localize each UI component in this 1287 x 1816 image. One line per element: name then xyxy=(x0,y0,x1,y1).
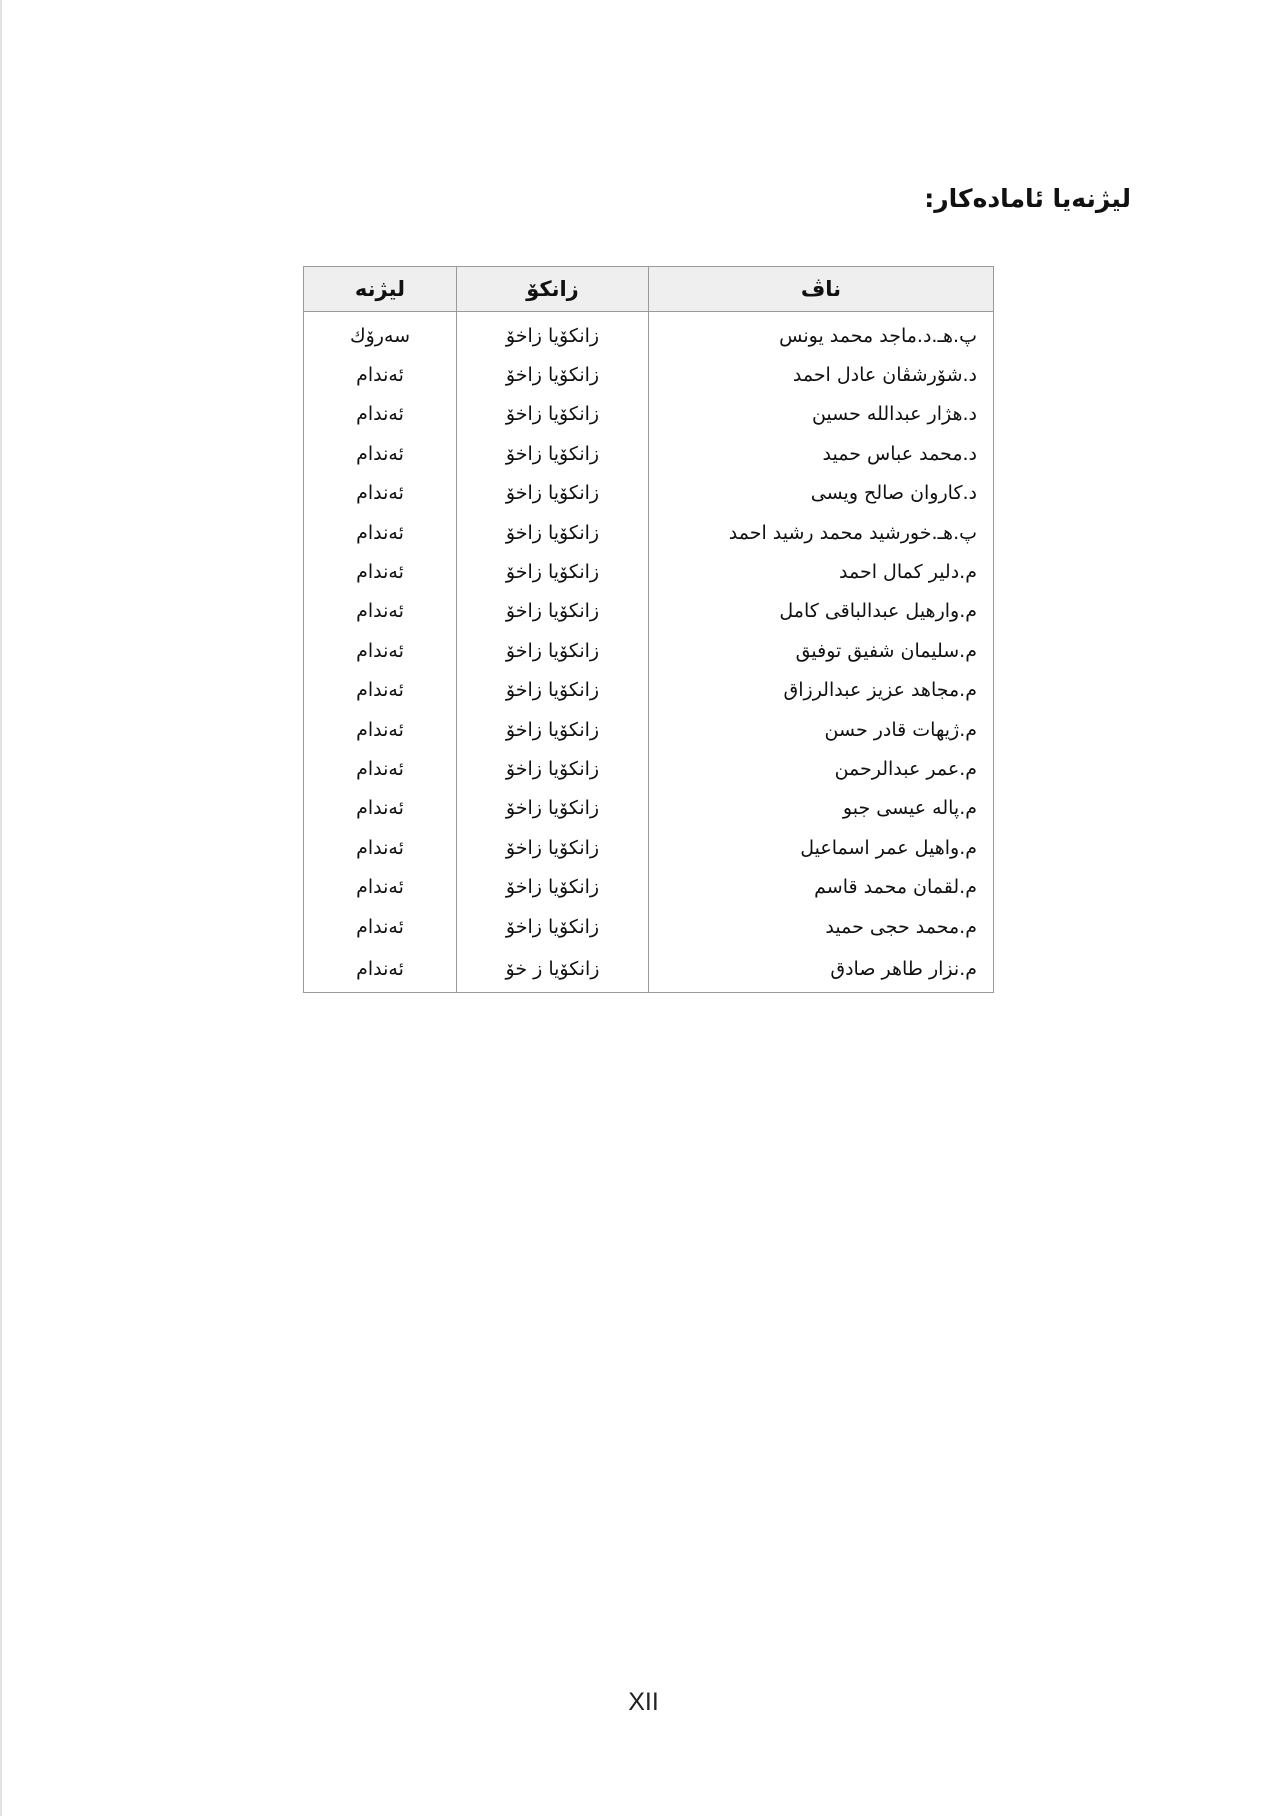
member-university: زانكۆيا زاخۆ xyxy=(457,867,649,906)
member-name: م.عمر عبدالرحمن xyxy=(649,749,994,788)
member-university: زانكۆيا زاخۆ xyxy=(457,671,649,710)
member-role: ئەندام xyxy=(304,749,457,788)
member-name: د.محمد عباس حميد xyxy=(649,434,994,473)
table-row xyxy=(304,907,994,946)
committee-table xyxy=(303,266,994,993)
member-university: زانكۆيا ز خۆ xyxy=(457,946,649,993)
member-role: سەرۆك xyxy=(304,312,457,356)
member-name: م.واهيل عمر اسماعيل xyxy=(649,828,994,867)
table-row xyxy=(304,828,994,867)
member-university: زانكۆيا زاخۆ xyxy=(457,552,649,591)
page-number: XII xyxy=(628,1688,659,1716)
member-university: زانكۆيا زاخۆ xyxy=(457,474,649,513)
table-row xyxy=(304,474,994,513)
table-row xyxy=(304,434,994,473)
member-role: ئەندام xyxy=(304,395,457,434)
member-role: ئەندام xyxy=(304,552,457,591)
member-name: م.نزار طاهر صادق xyxy=(649,946,994,993)
table-row xyxy=(304,513,994,552)
member-university: زانكۆيا زاخۆ xyxy=(457,592,649,631)
member-university: زانكۆيا زاخۆ xyxy=(457,434,649,473)
page-edge-line xyxy=(0,0,2,1816)
member-name: م.لقمان محمد قاسم xyxy=(649,867,994,906)
header-role: ليژنە xyxy=(304,267,457,312)
member-university: زانكۆيا زاخۆ xyxy=(457,710,649,749)
table-row xyxy=(304,710,994,749)
table-row xyxy=(304,631,994,670)
table-row xyxy=(304,312,994,356)
member-role: ئەندام xyxy=(304,907,457,946)
member-university: زانكۆيا زاخۆ xyxy=(457,312,649,356)
member-role: ئەندام xyxy=(304,631,457,670)
table-row xyxy=(304,395,994,434)
member-university: زانكۆيا زاخۆ xyxy=(457,749,649,788)
member-role: ئەندام xyxy=(304,710,457,749)
member-name: م.وارهيل عبدالباقى كامل xyxy=(649,592,994,631)
table-row xyxy=(304,946,994,993)
member-university: زانكۆيا زاخۆ xyxy=(457,828,649,867)
member-role: ئەندام xyxy=(304,867,457,906)
member-university: زانكۆيا زاخۆ xyxy=(457,631,649,670)
member-name: م.پالە عيسى جبو xyxy=(649,789,994,828)
section-heading: ليژنەيا ئامادەكار: xyxy=(924,184,1131,213)
member-role: ئەندام xyxy=(304,671,457,710)
table-row xyxy=(304,867,994,906)
header-university: زانكۆ xyxy=(457,267,649,312)
table-body xyxy=(304,312,994,993)
table-row xyxy=(304,671,994,710)
member-name: م.محمد حجى حميد xyxy=(649,907,994,946)
member-role: ئەندام xyxy=(304,355,457,394)
member-name: پ.هـ.د.ماجد محمد يونس xyxy=(649,312,994,356)
member-name: د.هژار عبدالله حسين xyxy=(649,395,994,434)
member-university: زانكۆيا زاخۆ xyxy=(457,907,649,946)
table-row xyxy=(304,749,994,788)
member-name: د.كاروان صالح ويسى xyxy=(649,474,994,513)
member-name: م.سليمان شفيق توفيق xyxy=(649,631,994,670)
table-header-row xyxy=(304,267,994,312)
member-role: ئەندام xyxy=(304,434,457,473)
table-row xyxy=(304,552,994,591)
member-name: م.دلير كمال احمد xyxy=(649,552,994,591)
member-name: م.ژيهات قادر حسن xyxy=(649,710,994,749)
member-role: ئەندام xyxy=(304,828,457,867)
member-university: زانكۆيا زاخۆ xyxy=(457,355,649,394)
table-row xyxy=(304,789,994,828)
member-role: ئەندام xyxy=(304,513,457,552)
member-role: ئەندام xyxy=(304,789,457,828)
member-role: ئەندام xyxy=(304,474,457,513)
table-row xyxy=(304,355,994,394)
header-name: ناڤ xyxy=(649,267,994,312)
member-university: زانكۆيا زاخۆ xyxy=(457,789,649,828)
table-row xyxy=(304,592,994,631)
member-name: م.مجاهد عزيز عبدالرزاق xyxy=(649,671,994,710)
member-role: ئەندام xyxy=(304,592,457,631)
member-university: زانكۆيا زاخۆ xyxy=(457,395,649,434)
member-university: زانكۆيا زاخۆ xyxy=(457,513,649,552)
member-name: د.شۆرشڤان عادل احمد xyxy=(649,355,994,394)
member-role: ئەندام xyxy=(304,946,457,993)
member-name: پ.هـ.خورشيد محمد رشيد احمد xyxy=(649,513,994,552)
